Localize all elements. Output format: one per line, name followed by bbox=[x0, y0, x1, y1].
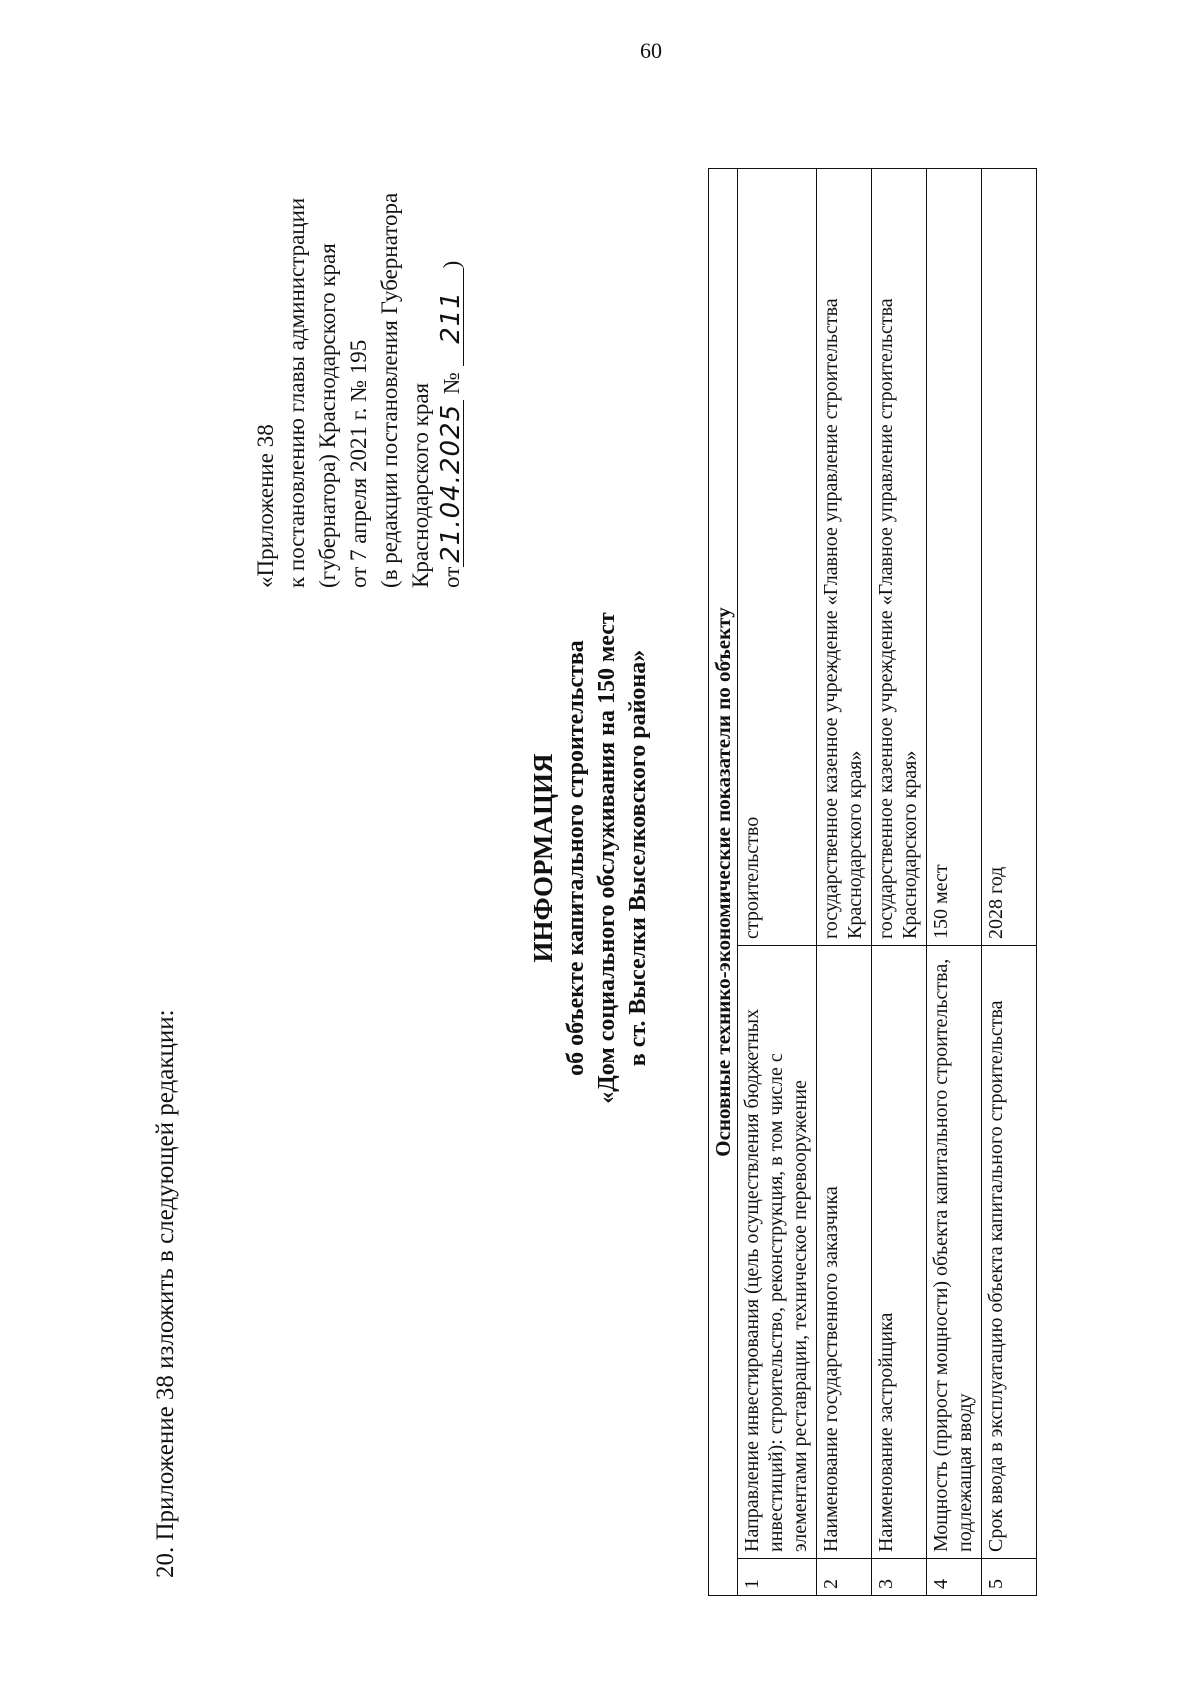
appendix-line: Краснодарского края bbox=[408, 382, 433, 588]
row-number: 2 bbox=[817, 1559, 872, 1596]
row-name: Мощность (прирост мощности) объекта капитального строительства, подлежащая вводу bbox=[927, 946, 982, 1559]
row-number: 3 bbox=[872, 1559, 927, 1596]
row-value: государственное казенное учреждение «Главное управление строительства Краснодарского края» bbox=[872, 169, 927, 946]
row-value: 150 мест bbox=[927, 169, 982, 946]
appendix-line: (губернатора) Краснодарского края bbox=[315, 243, 340, 588]
appendix-block bbox=[250, 68, 467, 588]
table-row bbox=[927, 169, 982, 1596]
indicators-table bbox=[708, 168, 1037, 1596]
appendix-line: к постановлению главы администрации bbox=[284, 197, 309, 588]
row-number: 1 bbox=[738, 1559, 817, 1596]
row-number: 5 bbox=[982, 1559, 1037, 1596]
document-heading bbox=[525, 88, 654, 1628]
row-value: 2028 год bbox=[982, 169, 1037, 946]
number-sign: № bbox=[439, 372, 464, 395]
appendix-line: (в редакции постановления Губернатора bbox=[377, 192, 402, 588]
heading-title: ИНФОРМАЦИЯ bbox=[528, 753, 558, 963]
date-prefix: от bbox=[439, 566, 464, 588]
heading-line: об объекте капитального строительства bbox=[563, 640, 589, 1076]
table-header-row bbox=[709, 169, 738, 1596]
row-name: Наименование государственного заказчика bbox=[817, 946, 872, 1559]
rotated-page-content bbox=[140, 88, 1200, 1628]
table-row bbox=[872, 169, 927, 1596]
appendix-line: от 7 апреля 2021 г. № 195 bbox=[346, 339, 371, 588]
row-value: строительство bbox=[738, 169, 817, 946]
appendix-date-line bbox=[436, 68, 467, 588]
heading-line: в ст. Выселки Выселковского района» bbox=[625, 649, 651, 1067]
table-row bbox=[738, 169, 817, 1596]
row-value: государственное казенное учреждение «Главное управление строительства Краснодарского края» bbox=[817, 169, 872, 946]
row-name: Направление инвестирования (цель осуществления бюджетных инвестиций): строительство, реконструкция, в том числе с элементами реставрации, техническое перевооружение bbox=[738, 946, 817, 1559]
handwritten-number: 211 bbox=[439, 268, 464, 366]
handwritten-date: 21.04.2025 bbox=[439, 400, 464, 567]
table-row bbox=[982, 169, 1037, 1596]
heading-line: «Дом социального обслуживания на 150 мест bbox=[594, 612, 620, 1104]
closing-bracket: ) bbox=[439, 260, 464, 269]
row-name: Наименование застройщика bbox=[872, 946, 927, 1559]
row-number: 4 bbox=[927, 1559, 982, 1596]
table-header: Основные технико-экономические показатели по объекту bbox=[709, 169, 738, 1596]
appendix-line: «Приложение 38 bbox=[253, 424, 278, 588]
page-number: 60 bbox=[640, 38, 662, 63]
intro-paragraph: 20. Приложение 38 изложить в следующей редакции: bbox=[152, 1009, 179, 1578]
row-name: Срок ввода в эксплуатацию объекта капитального строительства bbox=[982, 946, 1037, 1559]
table-row bbox=[817, 169, 872, 1596]
